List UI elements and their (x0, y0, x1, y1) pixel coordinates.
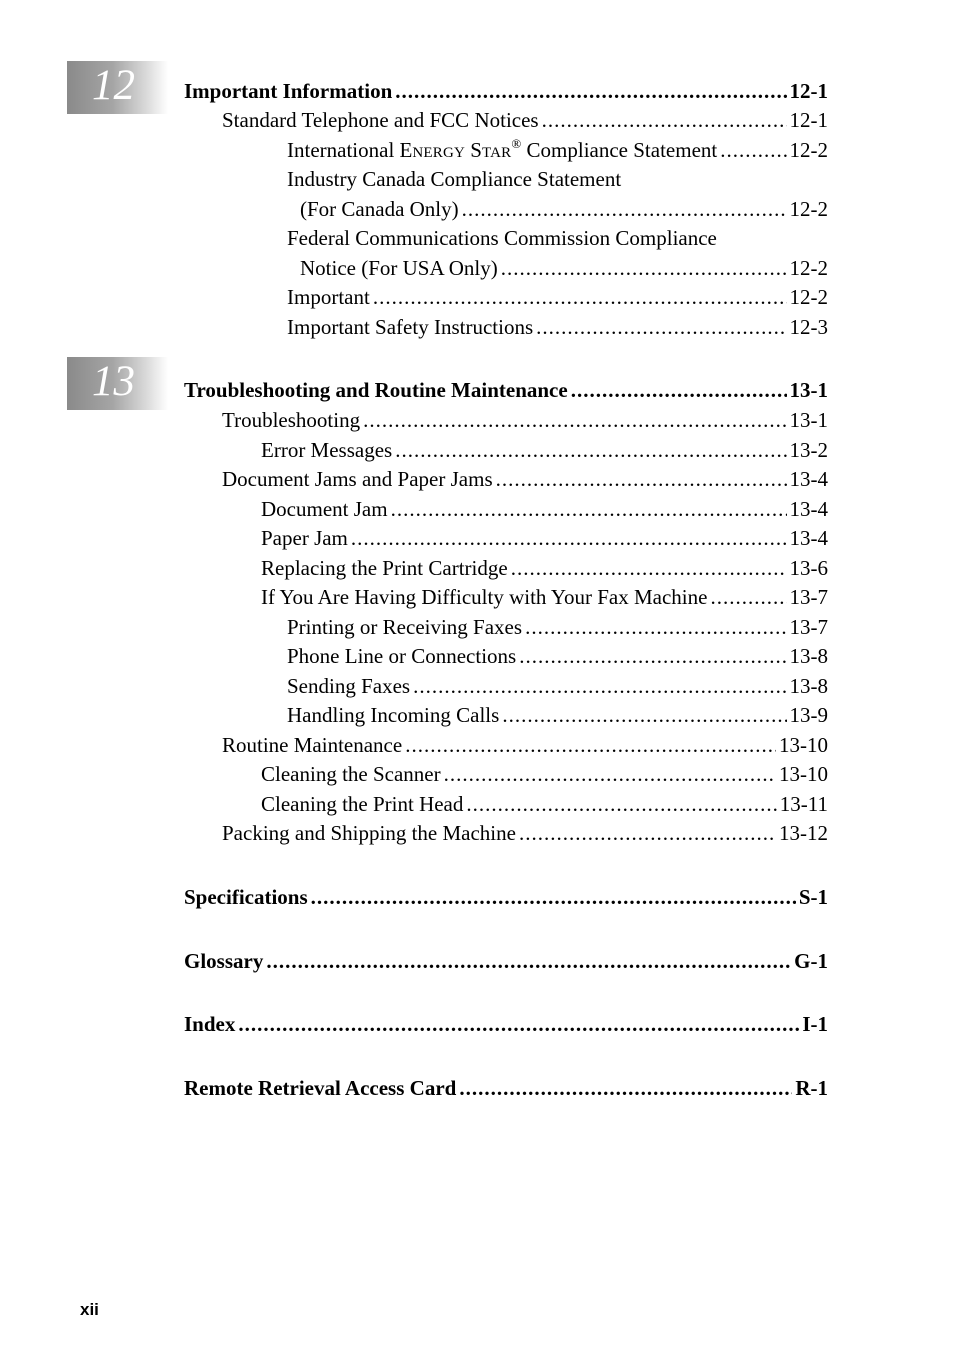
dot-leader (501, 254, 787, 282)
page-number: R-1 (795, 1076, 828, 1100)
page-number: 13-4 (789, 497, 828, 521)
page-number: 13-1 (789, 408, 828, 432)
dot-leader (525, 613, 786, 641)
chapter-13-number: 13 (92, 358, 135, 405)
toc-entry-index[interactable]: Index ..... I-1 (184, 1010, 828, 1038)
toc-entry-glossary[interactable]: Glossary ..... G-1 (184, 947, 828, 975)
toc-entry-cleaning-print-head[interactable]: Cleaning the Print Head ..... 13-11 (261, 790, 828, 818)
page-number: 13-10 (779, 733, 828, 757)
chapter-13-tab (67, 357, 168, 410)
dot-leader (496, 465, 787, 493)
toc-entry-specifications[interactable]: Specifications ..... S-1 (184, 883, 828, 911)
toc-entry-standard-telephone[interactable]: Standard Telephone and FCC Notices ..... 12-1 (222, 106, 828, 134)
dot-leader (511, 554, 787, 582)
dot-leader (462, 195, 787, 223)
toc-entry-paper-jam[interactable]: Paper Jam ..... 13-4 (261, 524, 828, 552)
page-number: 13-2 (789, 438, 828, 462)
page-number: 13-7 (789, 585, 828, 609)
page-number: 13-10 (779, 762, 828, 786)
toc-entry-fax-difficulty[interactable]: If You Are Having Difficulty with Your Fax Machine ..... 13-7 (261, 583, 828, 611)
dot-leader (444, 760, 776, 788)
page-number: 12-2 (789, 285, 828, 309)
page-number: 12-1 (789, 79, 828, 103)
dot-leader (395, 436, 786, 464)
page-number: G-1 (794, 949, 828, 973)
page-number: 13-11 (779, 792, 828, 816)
page-number: 13-4 (789, 526, 828, 550)
page-number: 13-8 (789, 644, 828, 668)
dot-leader (391, 495, 787, 523)
dot-leader (373, 283, 787, 311)
toc-entry-troubleshooting[interactable]: Troubleshooting ..... 13-1 (222, 406, 828, 434)
page-number: 13-12 (779, 821, 828, 845)
toc-entry-replacing-cartridge[interactable]: Replacing the Print Cartridge ..... 13-6 (261, 554, 828, 582)
toc-entry-document-paper-jams[interactable]: Document Jams and Paper Jams ..... 13-4 (222, 465, 828, 493)
dot-leader (311, 883, 796, 911)
page-number: 13-9 (789, 703, 828, 727)
toc-entry-fcc-compliance[interactable]: Federal Communications Commission Compliance (287, 226, 717, 250)
dot-leader (266, 947, 791, 975)
toc-entry-important[interactable]: Important ..... 12-2 (287, 283, 828, 311)
toc-entry-sending-faxes[interactable]: Sending Faxes ..... 13-8 (287, 672, 828, 700)
toc-entry-error-messages[interactable]: Error Messages ..... 13-2 (261, 436, 828, 464)
registered-mark: ® (511, 136, 522, 151)
toc-entry-troubleshooting-maintenance[interactable]: Troubleshooting and Routine Maintenance ..... 13-1 (184, 376, 828, 404)
chapter-12-tab (67, 61, 168, 114)
toc-entry-fcc-compliance-cont[interactable]: Notice (For USA Only) ..... 12-2 (300, 254, 828, 282)
dot-leader (720, 136, 786, 164)
toc-entry-remote-retrieval[interactable]: Remote Retrieval Access Card ..... R-1 (184, 1074, 828, 1102)
dot-leader (519, 819, 776, 847)
dot-leader (519, 642, 786, 670)
footer-page-number: xii (80, 1300, 99, 1319)
page-number: 13-7 (789, 615, 828, 639)
chapter-12-number: 12 (92, 62, 135, 109)
page-number: 12-2 (789, 197, 828, 221)
page-number: I-1 (802, 1012, 828, 1036)
dot-leader (459, 1074, 792, 1102)
toc-entry-handling-calls[interactable]: Handling Incoming Calls ..... 13-9 (287, 701, 828, 729)
toc-entry-cleaning-scanner[interactable]: Cleaning the Scanner ..... 13-10 (261, 760, 828, 788)
page-number: 12-2 (789, 138, 828, 162)
toc-entry-printing-receiving[interactable]: Printing or Receiving Faxes ..... 13-7 (287, 613, 828, 641)
page-number: 13-6 (789, 556, 828, 580)
page-number: 12-1 (789, 108, 828, 132)
toc-entry-phone-line[interactable]: Phone Line or Connections ..... 13-8 (287, 642, 828, 670)
toc-entry-industry-canada-cont[interactable]: (For Canada Only) ..... 12-2 (300, 195, 828, 223)
dot-leader (466, 790, 776, 818)
dot-leader (502, 701, 786, 729)
dot-leader (351, 524, 787, 552)
toc-entry-routine-maintenance[interactable]: Routine Maintenance ..... 13-10 (222, 731, 828, 759)
dot-leader (413, 672, 786, 700)
dot-leader (536, 313, 786, 341)
page-number: 13-1 (789, 378, 828, 402)
dot-leader (710, 583, 786, 611)
dot-leader (395, 77, 786, 105)
toc-entry-industry-canada[interactable]: Industry Canada Compliance Statement (287, 167, 622, 191)
toc-entry-important-safety[interactable]: Important Safety Instructions ..... 12-3 (287, 313, 828, 341)
dot-leader (542, 106, 787, 134)
page-number: 12-2 (789, 256, 828, 280)
toc-entry-important-information[interactable]: Important Information ..... 12-1 (184, 77, 828, 105)
toc-entry-energy-star[interactable]: International ENERGY STAR® Compliance Statement ..... 12-2 (287, 136, 828, 164)
page-number: 13-8 (789, 674, 828, 698)
page-number: 12-3 (789, 315, 828, 339)
dot-leader (571, 376, 787, 404)
toc-entry-packing-shipping[interactable]: Packing and Shipping the Machine ..... 13-12 (222, 819, 828, 847)
dot-leader (405, 731, 776, 759)
dot-leader (238, 1010, 799, 1038)
dot-leader (363, 406, 786, 434)
page-number: S-1 (798, 885, 828, 909)
page-number: 13-4 (789, 467, 828, 491)
toc-entry-document-jam[interactable]: Document Jam ..... 13-4 (261, 495, 828, 523)
